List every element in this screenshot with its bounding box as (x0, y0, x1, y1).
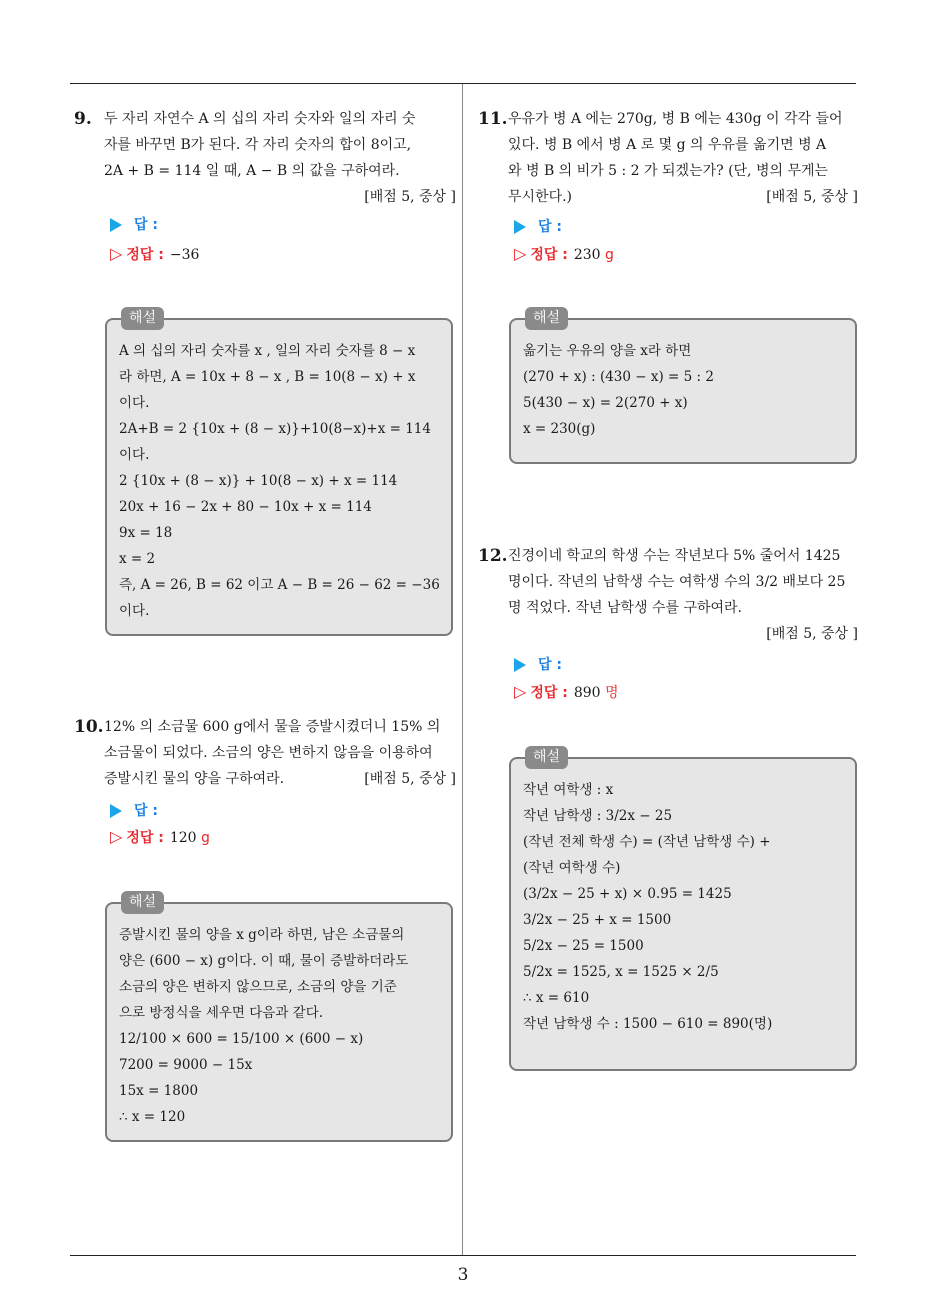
solution-line: 2 {10x + (8 − x)} + 10(8 − x) + x = 114 (119, 473, 398, 489)
outline-arrow-icon: ▷ (514, 244, 527, 263)
solution-tag: 해설 (525, 307, 568, 330)
correct-answer (514, 682, 619, 702)
solution-line: 작년 여학생 : x (523, 782, 614, 798)
question-number: 9. (74, 109, 92, 129)
question-line: 와 병 B 의 비가 5 : 2 가 되겠는가? (단, 병의 무게는 (508, 163, 829, 179)
solution-line: x = 2 (119, 551, 156, 567)
correct-value: −36 (169, 247, 200, 263)
solution-line: 7200 = 9000 − 15x (119, 1057, 253, 1073)
answer-line: 답 : (514, 216, 562, 236)
solution-line: 3/2x − 25 + x = 1500 (523, 912, 672, 928)
correct-answer (110, 244, 199, 264)
correct-label: 정답 : (530, 247, 568, 263)
solution-line: 라 하면, A = 10x + 8 − x , B = 10(8 − x) + x (119, 369, 416, 385)
question-line: 우유가 병 A 에는 270g, 병 B 에는 430g 이 각각 들어 (508, 111, 843, 127)
solution-line: 증발시킨 물의 양을 x g이라 하면, 남은 소금물의 (119, 927, 405, 943)
answer-line: 답 : (514, 654, 562, 674)
solution-box (509, 749, 857, 1071)
question-line: 명이다. 작년의 남학생 수는 여학생 수의 3/2 배보다 25 (508, 574, 846, 590)
solution-line: 옮기는 우유의 양을 x라 하면 (523, 343, 692, 359)
answer-unit: g (605, 247, 614, 263)
score-label: [배점 5, 중상 ] (766, 626, 858, 642)
solution-line: 2A+B = 2 {10x + (8 − x)}+10(8−x)+x = 114 (119, 421, 431, 437)
solution-line: 작년 남학생 : 3/2x − 25 (523, 808, 673, 824)
play-arrow-icon (514, 658, 526, 672)
question-line: 두 자리 자연수 A 의 십의 자리 숫자와 일의 자리 숫 (104, 111, 416, 127)
solution-line: 15x = 1800 (119, 1083, 199, 1099)
solution-box (509, 310, 857, 464)
play-arrow-icon (110, 804, 122, 818)
solution-tag: 해설 (525, 746, 568, 769)
solution-line: 으로 방정식을 세우면 다음과 같다. (119, 1005, 324, 1021)
correct-value: 120 (169, 830, 197, 846)
correct-value: 230 (573, 247, 601, 263)
outline-arrow-icon: ▷ (110, 827, 123, 846)
score-label: [배점 5, 중상 ] (364, 189, 456, 205)
correct-answer (514, 244, 614, 264)
question-line: 자를 바꾸면 B가 된다. 각 자리 숫자의 합이 8이고, (104, 137, 412, 153)
solution-line: 20x + 16 − 2x + 80 − 10x + x = 114 (119, 499, 372, 515)
question-line: 있다. 병 B 에서 병 A 로 몇 g 의 우유를 옮기면 병 A (508, 137, 827, 153)
question-number: 12. (478, 546, 508, 566)
question-11 (478, 106, 858, 210)
bottom-rule (70, 1255, 856, 1256)
outline-arrow-icon: ▷ (110, 244, 123, 263)
solution-line: (작년 여학생 수) (523, 860, 621, 876)
solution-line: 5/2x = 1525, x = 1525 × 2/5 (523, 964, 719, 980)
solution-line: 작년 남학생 수 : 1500 − 610 = 890(명) (523, 1016, 773, 1032)
question-12 (478, 543, 858, 647)
solution-box (105, 310, 453, 636)
top-rule (70, 83, 856, 84)
question-number: 10. (74, 717, 104, 737)
question-line: 진경이네 학교의 학생 수는 작년보다 5% 줄어서 1425 (508, 548, 841, 564)
answer-unit: 명 (605, 685, 619, 701)
solution-line: A 의 십의 자리 숫자를 x , 일의 자리 숫자를 8 − x (119, 343, 416, 359)
page-number: 3 (457, 1265, 469, 1285)
play-arrow-icon (110, 218, 122, 232)
question-line: 12% 의 소금물 600 g에서 물을 증발시켰더니 15% 의 (104, 719, 441, 735)
solution-line: 9x = 18 (119, 525, 173, 541)
correct-label: 정답 : (126, 830, 164, 846)
answer-line: 답 : (110, 800, 158, 820)
score-label: [배점 5, 중상 ] (766, 189, 858, 205)
solution-line: 이다. (119, 447, 150, 463)
solution-line: 5/2x − 25 = 1500 (523, 938, 644, 954)
answer-unit: g (201, 830, 210, 846)
solution-line: 12/100 × 600 = 15/100 × (600 − x) (119, 1031, 364, 1047)
question-line: 2A + B = 114 일 때, A − B 의 값을 구하여라. (104, 163, 400, 179)
question-line: 명 적었다. 작년 남학생 수를 구하여라. (508, 600, 743, 616)
correct-label: 정답 : (126, 247, 164, 263)
solution-line: (작년 전체 학생 수) = (작년 남학생 수) + (523, 834, 771, 850)
answer-line: 답 : (110, 214, 158, 234)
solution-line: x = 230(g) (523, 421, 596, 437)
question-line: 소금물이 되었다. 소금의 양은 변하지 않음을 이용하여 (104, 745, 433, 761)
question-9 (74, 106, 456, 210)
solution-line: (3/2x − 25 + x) × 0.95 = 1425 (523, 886, 732, 902)
column-divider (462, 84, 463, 1256)
correct-value: 890 (573, 685, 601, 701)
solution-line: 이다. (119, 395, 150, 411)
correct-label: 정답 : (530, 685, 568, 701)
question-line: 무시한다.) (508, 189, 573, 205)
solution-line: 5(430 − x) = 2(270 + x) (523, 395, 688, 411)
outline-arrow-icon: ▷ (514, 682, 527, 701)
solution-box (105, 894, 453, 1142)
question-line: 증발시킨 물의 양을 구하여라. (104, 771, 285, 787)
play-arrow-icon (514, 220, 526, 234)
solution-line: 즉, A = 26, B = 62 이고 A − B = 26 − 62 = −36 (119, 577, 440, 593)
question-10 (74, 714, 456, 792)
solution-line: 소금의 양은 변하지 않으므로, 소금의 양을 기준 (119, 979, 397, 995)
solution-line: ∴ x = 610 (523, 990, 590, 1006)
solution-tag: 해설 (121, 891, 164, 914)
solution-line: ∴ x = 120 (119, 1109, 186, 1125)
solution-tag: 해설 (121, 307, 164, 330)
solution-line: 양은 (600 − x) g이다. 이 때, 물이 증발하더라도 (119, 953, 409, 969)
correct-answer (110, 827, 210, 847)
question-number: 11. (478, 109, 508, 129)
solution-line: 이다. (119, 603, 150, 619)
score-label: [배점 5, 중상 ] (364, 771, 456, 787)
solution-line: (270 + x) : (430 − x) = 5 : 2 (523, 369, 714, 385)
